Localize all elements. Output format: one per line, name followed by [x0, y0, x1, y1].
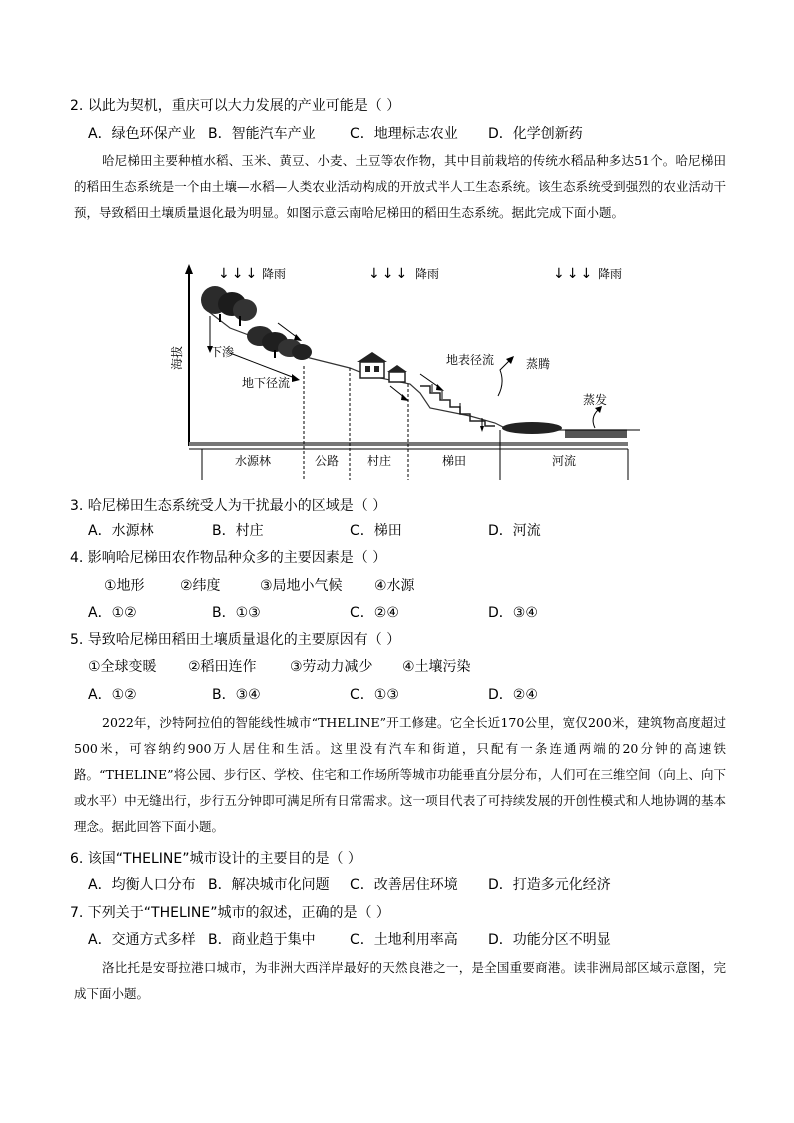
- q4-item-4: ④水源: [374, 578, 415, 594]
- rain-label-2: 降雨: [415, 267, 440, 281]
- q5-option-c: C．①③: [350, 687, 399, 703]
- y-axis-label: 海拔: [170, 345, 184, 371]
- river-water: [565, 430, 627, 438]
- q5-item-2: ②稻田连作: [188, 659, 257, 675]
- q6-option-b: B．解决城市化问题: [208, 877, 330, 893]
- q4-option-c: C．②④: [350, 605, 399, 621]
- rain-arrows-3: ↓↓↓: [553, 266, 595, 282]
- q7-stem: 7. 下列关于“THELINE”城市的叙述，正确的是（ ）: [70, 905, 390, 921]
- surface-runoff-label: 地表径流: [446, 353, 495, 367]
- q7-option-c: C．土地利用率高: [350, 932, 458, 948]
- rain-arrows-1: ↓↓↓: [218, 266, 260, 282]
- q4-option-b: B．①③: [212, 605, 261, 621]
- q5-item-4: ④土壤污染: [402, 659, 471, 675]
- passage-lobito: [74, 955, 726, 1007]
- zone-label-river: 河流: [551, 454, 577, 468]
- passage-lobito-text: 洛比托是安哥拉港口城市，为非洲大西洋岸最好的天然良港之一，是全国重要商港。读非洲局部区域示意图，完成下面小题。: [74, 960, 726, 1001]
- q5-item-3: ③劳动力减少: [290, 659, 373, 675]
- evaporation-label: 蒸发: [583, 393, 608, 407]
- q6-stem: 6. 该国“THELINE”城市设计的主要目的是（ ）: [70, 851, 362, 867]
- q4-stem: 4. 影响哈尼梯田农作物品种众多的主要因素是（ ）: [70, 550, 387, 566]
- q5-item-1: ①全球变暖: [88, 659, 157, 675]
- q4-item-1: ①地形: [104, 578, 145, 594]
- q5-stem: 5. 导致哈尼梯田稻田土壤质量退化的主要原因有（ ）: [70, 632, 401, 648]
- seepage-label: 下渗: [210, 345, 235, 359]
- rain-label-1: 降雨: [262, 267, 287, 281]
- rain-arrows-2: ↓↓↓: [368, 266, 410, 282]
- q5-option-b: B．③④: [212, 687, 261, 703]
- passage-theline: [74, 710, 726, 840]
- terrain-slope: [204, 308, 640, 430]
- q7-option-a: A．交通方式多样: [88, 932, 196, 948]
- q6-option-d: D．打造多元化经济: [488, 877, 611, 893]
- q5-option-d: D．②④: [488, 687, 538, 703]
- zone-label-road: 公路: [314, 454, 340, 468]
- village-houses: [357, 352, 407, 382]
- q2-option-a: A．绿色环保产业: [88, 126, 196, 142]
- q2-option-c: C．地理标志农业: [350, 126, 458, 142]
- zone-label-village: 村庄: [366, 454, 392, 468]
- q3-option-a: A．水源林: [88, 523, 154, 539]
- hani-terrace-ecosystem-diagram: [170, 258, 640, 488]
- q6-option-a: A．均衡人口分布: [88, 877, 196, 893]
- passage-hani-text: 哈尼梯田主要种植水稻、玉米、黄豆、小麦、土豆等农作物，其中目前栽培的传统水稻品种多达51个。哈尼梯田的稻田生态系统是一个由土壤—水稻—人类农业活动构成的开放式半人工生态系统。该生态系统受到强烈的农业活动干预，导致稻田土壤质量退化最为明显。如图示意云南哈尼梯田的稻田生态系统。据此完成下面小题。: [74, 153, 726, 220]
- q3-option-b: B．村庄: [212, 523, 264, 539]
- q2-stem: 2. 以此为契机，重庆可以大力发展的产业可能是（ ）: [70, 98, 401, 114]
- q4-item-3: ③局地小气候: [260, 578, 343, 594]
- passage-theline-text: 2022年，沙特阿拉伯的智能线性城市“THELINE”开工修建。它全长近170公里，宽仅200米，建筑物高度超过500米，可容纳约900万人居住和生活。这里没有汽车和街道，只配有一条连通两端的20分钟的高速铁路。“THELINE”将公园、步行区、学校、住宅和工作场所等城市功能垂直分层分布，人们可在三维空间（向上、向下或水平）中无缝出行，步行五分钟即可满足所有日常需求。这一项目代表了可持续发展的开创性模式和人地协调的基本理念。据此回答下面小题。: [74, 715, 726, 834]
- riverside-vegetation: [502, 422, 562, 434]
- q4-option-a: A．①②: [88, 605, 137, 621]
- rain-label-3: 降雨: [598, 267, 623, 281]
- y-axis-arrow: [185, 264, 193, 274]
- q3-stem: 3. 哈尼梯田生态系统受人为干扰最小的区域是（ ）: [70, 498, 387, 514]
- zone-label-terraces: 梯田: [441, 454, 467, 468]
- q2-option-d: D．化学创新药: [488, 126, 583, 142]
- q4-item-2: ②纬度: [180, 578, 221, 594]
- q3-option-c: C．梯田: [350, 523, 402, 539]
- q5-option-a: A．①②: [88, 687, 137, 703]
- q7-option-d: D．功能分区不明显: [488, 932, 611, 948]
- groundwater-arrow: [230, 353, 295, 378]
- q2-option-b: B．智能汽车产业: [208, 126, 316, 142]
- q7-option-b: B．商业趋于集中: [208, 932, 316, 948]
- q4-option-d: D．③④: [488, 605, 538, 621]
- evaporation-arrow: [593, 410, 598, 428]
- q3-option-d: D．河流: [488, 523, 541, 539]
- groundwater-label: 地下径流: [242, 376, 291, 390]
- passage-hani-terraces: [74, 148, 726, 226]
- zone-label-forest: 水源林: [234, 454, 272, 468]
- transpiration-arrow: [498, 360, 510, 396]
- q6-option-c: C．改善居住环境: [350, 877, 458, 893]
- transpiration-label: 蒸腾: [526, 357, 551, 371]
